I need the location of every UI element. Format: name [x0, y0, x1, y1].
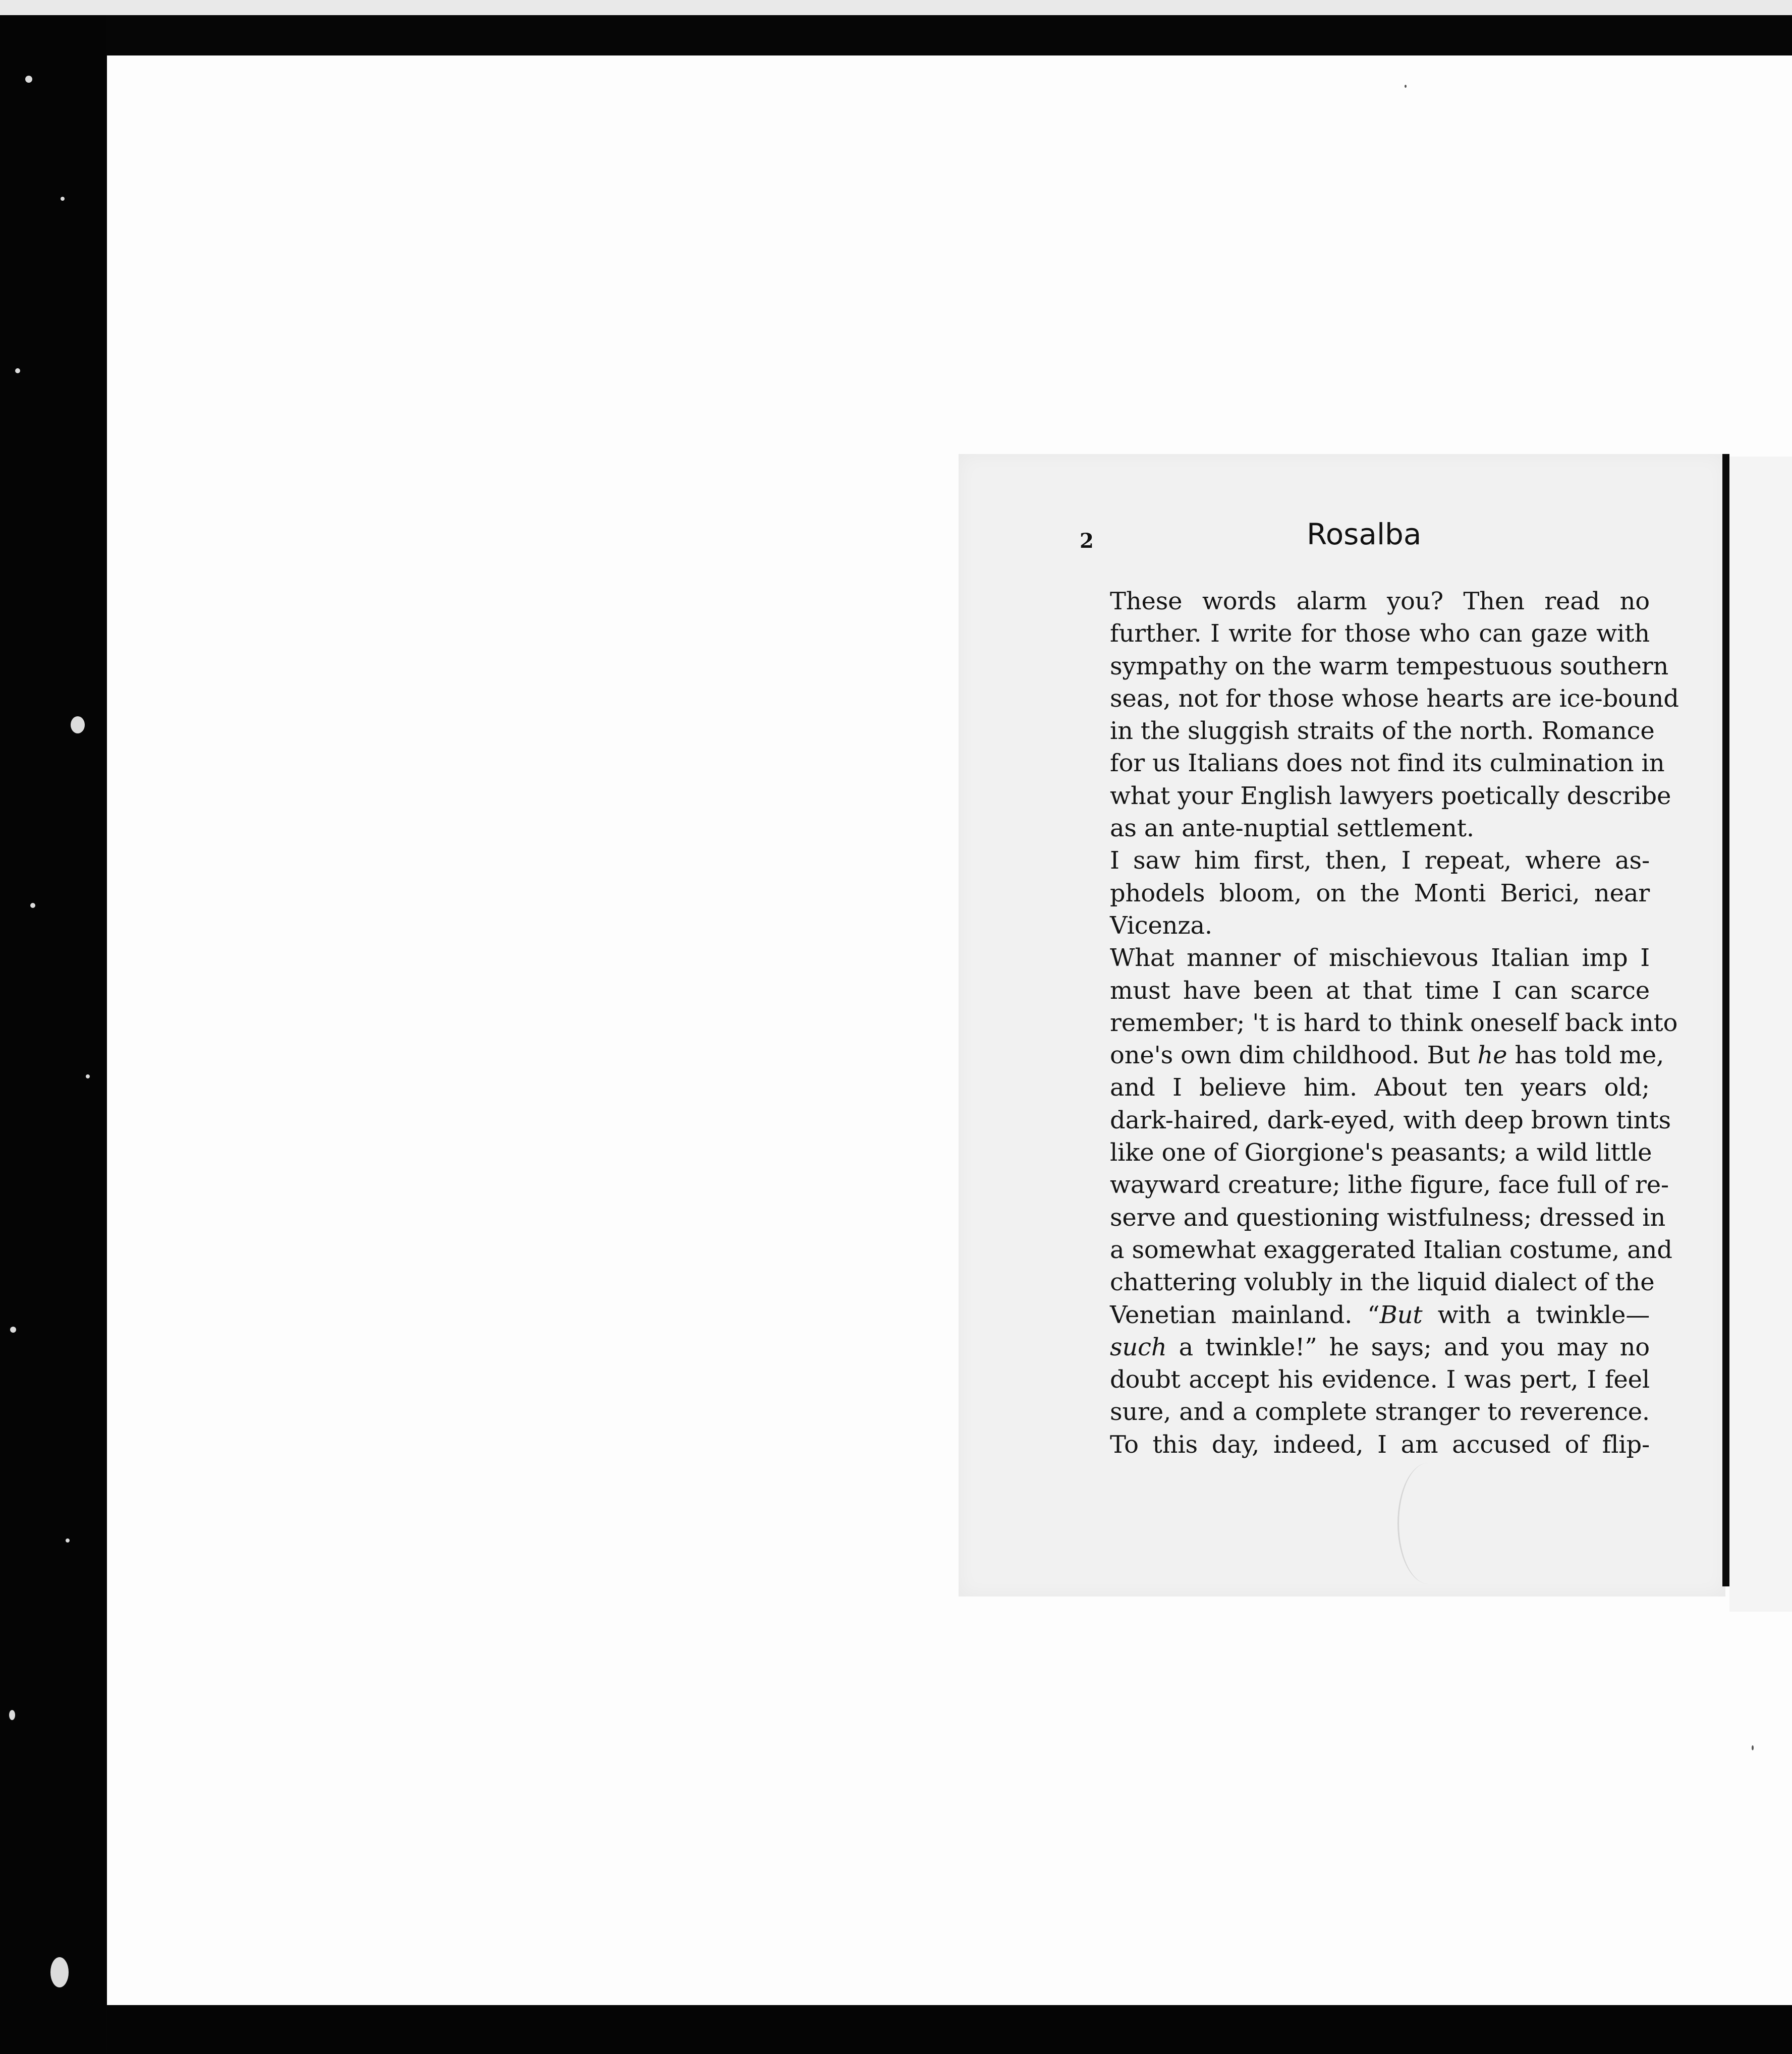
- running-head: [1080, 517, 1650, 562]
- scan-bottom-band: [107, 2005, 1792, 2054]
- text-line: [1080, 1039, 1664, 1071]
- dust-speck: [71, 716, 85, 733]
- italic-word: But: [1379, 1300, 1423, 1329]
- text-line: what your English lawyers poetically describe: [1110, 781, 1671, 810]
- text-run: Venetian mainland. “: [1110, 1300, 1380, 1329]
- text-line: doubt accept his evidence. I was pert, I feel: [1110, 1365, 1650, 1394]
- text-line: dark-haired, dark-eyed, with deep brown tints: [1110, 1106, 1671, 1134]
- text-line: [1080, 1299, 1650, 1331]
- text-line: Vicenza.: [1110, 911, 1212, 940]
- dust-speck: [61, 197, 65, 201]
- italic-word: he: [1477, 1041, 1507, 1070]
- dust-speck: [50, 1957, 69, 1987]
- paragraph: [1080, 585, 1679, 844]
- scan-top-strip: [0, 0, 1792, 15]
- text-line: seas, not for those whose hearts are ice-bound: [1110, 684, 1679, 713]
- dust-speck: [30, 903, 35, 908]
- text-run: with a twinkle—: [1422, 1300, 1650, 1329]
- text-line: as an ante-nuptial settlement.: [1110, 814, 1474, 843]
- text-line: a somewhat exaggerated Italian costume, and: [1110, 1235, 1672, 1264]
- text-line: further. I write for those who can gaze with: [1110, 619, 1650, 648]
- text-line: To this day, indeed, I am accused of flip-: [1110, 1430, 1650, 1459]
- sheet-mark: [1752, 1745, 1754, 1750]
- dust-speck: [9, 1710, 15, 1720]
- dust-speck: [25, 76, 32, 83]
- dust-speck: [66, 1538, 70, 1543]
- text-line: I saw him first, then, I repeat, where as-: [1110, 846, 1650, 875]
- text-run: one's own dim childhood. But: [1110, 1041, 1478, 1070]
- body-text: [1080, 585, 1679, 1461]
- text-line: like one of Giorgione's peasants; a wild little: [1110, 1138, 1652, 1167]
- page-crease: [1397, 1463, 1460, 1584]
- dust-speck: [15, 368, 20, 373]
- text-line: [1080, 1331, 1650, 1363]
- dust-speck: [86, 1074, 90, 1078]
- text-line: What manner of mischievous Italian imp I: [1110, 944, 1650, 973]
- page-number: 2: [1080, 529, 1094, 553]
- text-line: These words alarm you? Then read no: [1110, 587, 1650, 615]
- text-run: has told me,: [1507, 1041, 1664, 1070]
- scan-left-border: [0, 15, 106, 2054]
- text-line: for us Italians does not find its culmination in: [1110, 749, 1665, 778]
- text-line: in the sluggish straits of the north. Romance: [1110, 717, 1655, 746]
- text-line: sympathy on the warm tempestuous southern: [1110, 652, 1669, 680]
- text-run: a twinkle!” he says; and you may no: [1166, 1333, 1650, 1361]
- running-title: Rosalba: [1307, 517, 1422, 551]
- dust-speck: [10, 1327, 16, 1333]
- sheet-mark: [1405, 85, 1407, 88]
- book-page-edge: [1722, 454, 1729, 1586]
- text-line: serve and questioning wistfulness; dressed in: [1110, 1203, 1666, 1232]
- paragraph: [1080, 844, 1650, 942]
- scan-right-strip: [1729, 457, 1792, 1612]
- text-line: chattering volubly in the liquid dialect of the: [1110, 1268, 1655, 1297]
- text-line: wayward creature; lithe figure, face full of re-: [1110, 1171, 1669, 1200]
- text-line: sure, and a complete stranger to reverence.: [1110, 1398, 1650, 1427]
- italic-word: such: [1110, 1333, 1167, 1361]
- text-line: must have been at that time I can scarce: [1110, 976, 1650, 1005]
- text-line: phodels bloom, on the Monti Berici, near: [1110, 879, 1650, 907]
- paragraph: [1080, 942, 1678, 1461]
- text-line: and I believe him. About ten years old;: [1110, 1073, 1650, 1102]
- text-line: remember; 't is hard to think oneself back into: [1110, 1008, 1678, 1037]
